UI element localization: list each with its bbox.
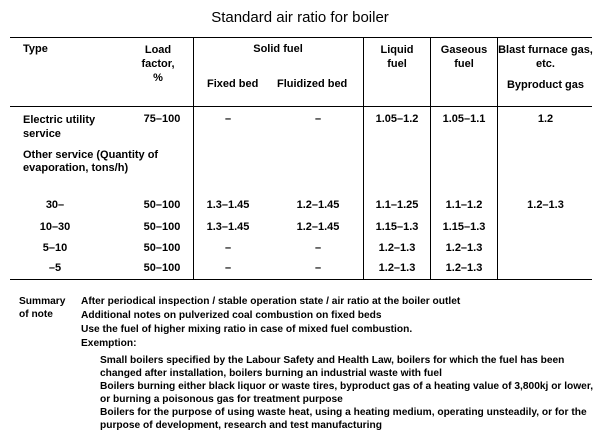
note-item: Additional notes on pulverized coal combustion on fixed beds — [81, 310, 382, 321]
header-load-factor: Load factor, % — [141, 44, 175, 84]
cell-load: 75–100 — [143, 113, 181, 125]
row-type: Other service (Quantity of evaporation, tons/h) — [23, 149, 159, 174]
cell-fluidized-bed: 1.2–1.45 — [296, 199, 340, 211]
cell-blast: 1.2 — [537, 113, 554, 125]
cell-liquid: 1.2–1.3 — [378, 242, 416, 254]
row-type: 10–30 — [39, 221, 71, 233]
cell-liquid: 1.2–1.3 — [378, 262, 416, 274]
cell-fixed-bed: – — [224, 262, 232, 274]
header-solid-fuel: Solid fuel — [253, 43, 303, 55]
cell-fluidized-bed: 1.2–1.45 — [296, 221, 340, 233]
cell-gaseous: 1.1–1.2 — [445, 199, 483, 211]
header-byproduct-gas: Byproduct gas — [506, 79, 584, 91]
exemption-item: Small boilers specified by the Labour Safety and Health Law, boilers for which the fuel has been changed after installation, boilers burning an industrial waste with fuel — [100, 355, 565, 379]
cell-load: 50–100 — [143, 242, 181, 254]
cell-fixed-bed: – — [224, 242, 232, 254]
table-divider-solid — [193, 37, 194, 279]
cell-gaseous: 1.05–1.1 — [442, 113, 486, 125]
table-header-rule — [10, 106, 592, 107]
page-title: Standard air ratio for boiler — [211, 9, 389, 26]
header-fixed-bed: Fixed bed — [207, 78, 259, 90]
table-top-rule — [10, 37, 592, 38]
cell-load: 50–100 — [143, 199, 181, 211]
table-divider-blast — [497, 37, 498, 279]
header-gaseous-fuel: Gaseous fuel — [440, 44, 488, 70]
summary-label: Summary of note — [19, 296, 66, 320]
cell-gaseous: 1.2–1.3 — [445, 262, 483, 274]
header-fluidized-bed: Fluidized bed — [277, 78, 348, 90]
row-type: –5 — [48, 262, 62, 274]
note-item: Use the fuel of higher mixing ratio in case of mixed fuel combustion. — [81, 324, 413, 335]
cell-blast: 1.2–1.3 — [527, 199, 564, 211]
cell-gaseous: 1.2–1.3 — [445, 242, 483, 254]
cell-gaseous: 1.15–1.3 — [442, 221, 486, 233]
note-item: Exemption: — [81, 338, 137, 349]
note-item: After periodical inspection / stable operation state / air ratio at the boiler outlet — [81, 296, 461, 307]
row-type: 5–10 — [42, 242, 68, 254]
cell-fixed-bed: 1.3–1.45 — [206, 221, 250, 233]
header-type: Type — [23, 43, 48, 55]
cell-load: 50–100 — [143, 262, 181, 274]
cell-load: 50–100 — [143, 221, 181, 233]
cell-liquid: 1.15–1.3 — [375, 221, 419, 233]
cell-fluidized-bed: – — [314, 242, 322, 254]
cell-fluidized-bed: – — [314, 113, 322, 125]
cell-fluidized-bed: – — [314, 262, 322, 274]
cell-fixed-bed: 1.3–1.45 — [206, 199, 250, 211]
exemption-item: Boilers for the purpose of using waste heat, using a heating medium, operating unsteadily, or for the purpose of development, research and test manufacturing — [100, 407, 587, 431]
cell-fixed-bed: – — [224, 113, 232, 125]
header-blast-furnace: Blast furnace gas, etc. — [498, 44, 593, 70]
cell-liquid: 1.05–1.2 — [375, 113, 419, 125]
table-bottom-rule — [10, 279, 592, 280]
row-type: 30– — [45, 199, 65, 211]
header-liquid-fuel: Liquid fuel — [380, 44, 414, 70]
exemption-item: Boilers burning either black liquor or waste tires, byproduct gas of a heating value of 3,800kj or lower, or burning a poisonous gas for treatment purpose — [100, 381, 594, 405]
cell-liquid: 1.1–1.25 — [375, 199, 419, 211]
row-type: Electric utility service — [23, 114, 96, 140]
